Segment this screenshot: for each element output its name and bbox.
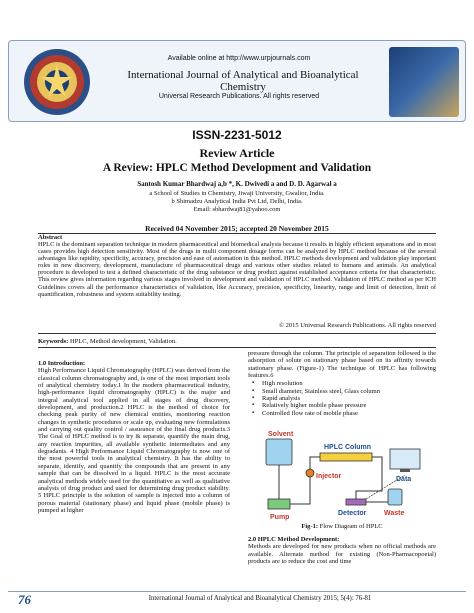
pump-label: Pump xyxy=(270,514,290,521)
solvent-bottle-icon xyxy=(266,439,292,465)
solvent-label: Solvent xyxy=(268,431,294,438)
abstract-heading: Abstract xyxy=(38,234,63,241)
journal-header xyxy=(8,40,466,122)
injector-label: Injector xyxy=(316,473,342,480)
pump-icon xyxy=(268,499,290,509)
keywords-rule xyxy=(38,347,436,348)
figure-caption-text: Flow Diagram of HPLC xyxy=(317,523,383,530)
detector-label: Detector xyxy=(338,510,367,517)
footer-rule xyxy=(8,591,466,592)
principle-text: pressure through the column. The principle of separation followed is the adsorption of solute on stationary phase based on its affinity towards stationary phase. (Figure-1) The technique of HPLC has following features.6 xyxy=(248,350,436,380)
abstract-text: HPLC is the dominant separation technique in modern pharmaceutical and biomedical analysis because it results in highly efficient separations and in most cases provides high detection sensitivity. Most of the drugs in multi component dosage forms can be analyzed by HPLC method because of the several advantages like rapidity, specificity, accuracy, precision and ease of automation in this method. HPLC methods development and validation play important roles in new discovery, development, manufacture of pharmaceutical drugs and various other studies related to humans and animals. An analytical procedure is developed to test a defined characteristic of the drug substance or drug product against established acceptance criteria for that characteristic. This review gives information regarding various stages involved in development and validation of HPLC method. Validation of HPLC method as per ICH Guidelines covers all the performance characteristics of validation, like Accuracy, precision, specificity, linearity, range and limit of detection, limit of quantification, robustness and system suitability testing. xyxy=(38,241,436,298)
copyright-text: © 2015 Universal Research Publications. All rights reserved xyxy=(279,322,436,329)
introduction-text: High Performance Liquid Chromatography (HPLC) was derived from the classical column chromatography and, is one of the most important tools of analytical chemistry today.1 In the modern pharmaceutical industry, high-performance liquid chromatography (HPLC) is the major and integral analytical tool applied in all stages of drug discovery, development, and production.2 HPLC is the method of choice for checking peak purity of new chemical entities, monitoring reaction changes in synthetic procedures or scale up, evaluating new formulations and carrying out quality control / assurance of the final drug products.3 The Goal of HPLC method is to try & separate, quantify the main drug, any reaction impurities, all available synthetic intermediates and any degradants. 4 High Performance Liquid Chromatography is now one of the most powerful tools in analytical chemistry. It has the ability to separate, identify, and quantify the compounds that are present in any sample that can be dissolved in a liquid. HPLC is the most accurate analytical methods widely used for the quantitative as well as qualitative analysis of drug product and used for determining drug product stability. 5 HPLC principle is the solution of sample is injected into a column of porous material (stationary phase) and liquid phase (mobile phase) is pumped at higher xyxy=(38,367,230,514)
feature-item: ▪ Small diameter, Stainless steel, Glass column xyxy=(248,388,436,395)
introduction-heading: 1.0 Introduction: xyxy=(38,360,86,367)
received-dates: Received 04 November 2015; accepted 20 November 2015 xyxy=(145,224,329,233)
keywords-label: Keywords: xyxy=(38,338,69,345)
publisher-text: Universal Research Publications. All rights reserved xyxy=(158,93,320,100)
features-list xyxy=(248,380,436,417)
authors: Santosh Kumar Bhardwaj a,b *, K. Dwivedi a and D. D. Agarwal a xyxy=(137,180,337,188)
figure-caption xyxy=(248,523,436,530)
feature-item: ▪ Rapid analysis xyxy=(248,395,436,402)
article-type: Review Article xyxy=(199,146,275,160)
feature-item: ▪ Controlled flow rate of mobile phase xyxy=(248,410,436,417)
journal-title: International Journal of Analytical and Bioanalytical Chemistry xyxy=(127,69,359,93)
method-development-heading: 2.0 HPLC Method Development: xyxy=(248,536,340,543)
keywords xyxy=(38,338,436,345)
affiliation-b: b Shimadzu Analytical India Pvt Ltd, Delhi, India. xyxy=(171,198,303,205)
method-development-text: Methods are developed for new products when no official methods are available. Alternate method for existing (Non-Pharmacopoeial) products are to reduce the cost and time xyxy=(248,543,436,566)
figure-caption-label: Fig-1: xyxy=(301,523,318,530)
footer-citation: International Journal of Analytical and Bioanalytical Chemistry 2015; 5(4): 76-81 xyxy=(148,595,372,602)
hplc-column-label: HPLC Column xyxy=(324,444,372,451)
waste-bottle-icon xyxy=(388,489,402,505)
detector-icon xyxy=(346,499,366,505)
abstract-top-rule xyxy=(38,233,436,234)
affiliation-a: a School of Studies in Chemistry, Jiwaji University, Gwalior, India. xyxy=(149,190,325,197)
abstract-bottom-rule xyxy=(38,333,436,334)
available-online-text: Available online at http://www.urpjournals.com xyxy=(167,55,311,62)
hplc-column-icon xyxy=(320,453,372,461)
feature-item: ▪ Relatively higher mobile phase pressure xyxy=(248,402,436,409)
keywords-text: HPLC, Method development, Validation. xyxy=(68,338,177,345)
left-column xyxy=(38,360,230,514)
feature-item: ▪ High resolution xyxy=(248,380,436,387)
hplc-flow-diagram xyxy=(258,427,428,521)
author-email: Email: sbhardwaj81@yahoo.com xyxy=(193,206,281,213)
journal-seal-logo xyxy=(19,47,95,117)
data-label: Data xyxy=(396,476,412,483)
data-monitor-icon xyxy=(390,449,420,469)
issn: ISSN-2231-5012 xyxy=(192,128,282,142)
page-number: 76 xyxy=(18,592,31,607)
waste-label: Waste xyxy=(384,510,405,517)
injector-icon xyxy=(306,469,314,477)
journal-cover-thumbnail xyxy=(389,47,459,117)
right-column-section-2 xyxy=(248,536,436,565)
right-column xyxy=(248,350,436,417)
article-title: A Review: HPLC Method Development and Validation xyxy=(102,162,372,174)
